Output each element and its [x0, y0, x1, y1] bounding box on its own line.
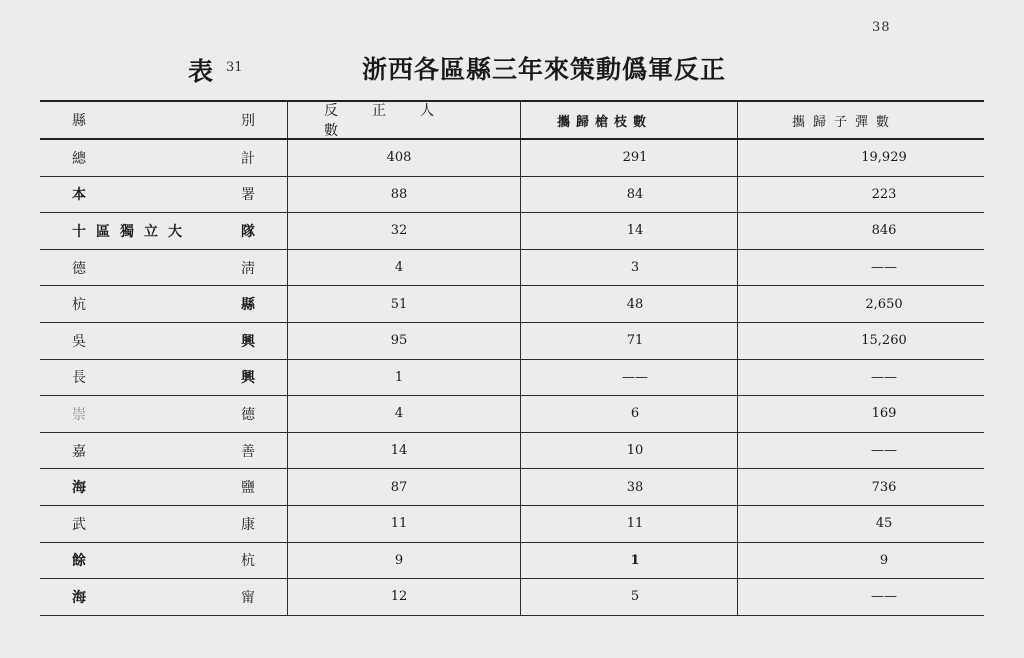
ammunition-cell: —— [871, 443, 897, 459]
persons-cell: 11 [288, 506, 521, 542]
county-cell [40, 177, 288, 213]
county-name-right: 署 [241, 187, 255, 204]
table-row [40, 140, 984, 177]
ammunition-cell: 19,929 [861, 150, 907, 166]
table-row [40, 250, 984, 287]
table-row [40, 177, 984, 214]
table-row [40, 543, 984, 580]
page-number: 38 [872, 20, 891, 35]
county-name-right: 計 [241, 150, 255, 167]
persons-cell: 408 [288, 140, 521, 176]
ammunition-cell: 9 [879, 552, 889, 568]
rifles-cell: 38 [521, 469, 738, 505]
ammunition-cell: 45 [875, 516, 893, 532]
county-name-left: 杭 [72, 297, 86, 314]
ammunition-cell: 15,260 [861, 333, 907, 349]
county-cell [40, 469, 288, 505]
county-name-right: 鹽 [241, 480, 255, 497]
ammunition-cell: 223 [871, 186, 897, 202]
rifles-cell: 1 [521, 543, 738, 579]
rifles-cell: 291 [521, 140, 738, 176]
table-number: 31 [226, 60, 243, 75]
county-name-left: 十區獨立大 [72, 223, 192, 240]
county-cell [40, 543, 288, 579]
rifles-cell: 14 [521, 213, 738, 249]
rifles-cell: 11 [521, 506, 738, 542]
ammunition-cell: 169 [871, 406, 897, 422]
table-row [40, 506, 984, 543]
ammunition-cell: —— [871, 369, 897, 385]
persons-cell: 4 [288, 396, 521, 432]
county-name-right: 甯 [241, 589, 255, 606]
data-table [40, 100, 984, 616]
ammunition-cell: 846 [871, 223, 897, 239]
rifles-cell: 10 [521, 433, 738, 469]
county-cell [40, 250, 288, 286]
header-ammunition: 攜歸子彈數 [792, 114, 898, 130]
county-name-left: 本 [72, 187, 86, 204]
rifles-cell: 84 [521, 177, 738, 213]
county-name-left: 崇 [72, 406, 86, 423]
persons-cell: 87 [288, 469, 521, 505]
county-cell [40, 323, 288, 359]
county-name-left: 海 [72, 589, 86, 606]
table-row [40, 360, 984, 397]
county-name-left: 嘉 [72, 443, 86, 460]
county-cell [40, 286, 288, 322]
rifles-cell: —— [521, 360, 738, 396]
persons-cell: 4 [288, 250, 521, 286]
persons-cell: 14 [288, 433, 521, 469]
header-county-left: 縣 [72, 113, 86, 129]
table-title: 浙西各區縣三年來策動僞軍反正 [362, 55, 727, 84]
rifles-cell: 48 [521, 286, 738, 322]
ammunition-cell: —— [871, 260, 897, 276]
table-row [40, 323, 984, 360]
ammunition-cell: 736 [871, 479, 897, 495]
county-name-right: 康 [241, 516, 255, 533]
ammunition-cell: —— [871, 589, 897, 605]
county-name-right: 德 [241, 406, 255, 423]
table-label: 表 [188, 57, 216, 86]
county-name-left: 長 [72, 370, 86, 387]
county-name-left: 吳 [72, 333, 86, 350]
county-cell [40, 140, 288, 176]
county-name-right: 杭 [241, 553, 255, 570]
county-cell [40, 213, 288, 249]
header-persons: 反正人數 [288, 102, 521, 138]
persons-cell: 88 [288, 177, 521, 213]
persons-cell: 12 [288, 579, 521, 615]
county-cell [40, 579, 288, 615]
county-name-right: 興 [241, 370, 255, 387]
rifles-cell: 71 [521, 323, 738, 359]
ammunition-cell: 2,650 [865, 296, 903, 312]
persons-cell: 95 [288, 323, 521, 359]
county-name-left: 餘 [72, 553, 86, 570]
header-rifles: 攜歸槍枝數 [521, 102, 738, 138]
rifles-cell: 5 [521, 579, 738, 615]
county-name-right: 縣 [241, 297, 255, 314]
table-row [40, 396, 984, 433]
county-name-right: 善 [241, 443, 255, 460]
persons-cell: 32 [288, 213, 521, 249]
header-county-right: 別 [241, 113, 255, 129]
county-name-left: 海 [72, 480, 86, 497]
table-row [40, 469, 984, 506]
persons-cell: 9 [288, 543, 521, 579]
rifles-cell: 6 [521, 396, 738, 432]
county-cell [40, 396, 288, 432]
county-cell [40, 506, 288, 542]
county-cell [40, 433, 288, 469]
persons-cell: 51 [288, 286, 521, 322]
rifles-cell: 3 [521, 250, 738, 286]
table-row [40, 213, 984, 250]
county-name-right: 淸 [241, 260, 255, 277]
county-cell [40, 360, 288, 396]
county-name-right: 興 [241, 333, 255, 350]
table-row [40, 286, 984, 323]
county-name-left: 總 [72, 150, 86, 167]
table-header-row [40, 102, 984, 140]
county-name-left: 武 [72, 516, 86, 533]
county-name-left: 德 [72, 260, 86, 277]
county-name-right: 隊 [241, 223, 255, 240]
header-county [40, 102, 288, 138]
table-row [40, 433, 984, 470]
table-row [40, 579, 984, 616]
persons-cell: 1 [288, 360, 521, 396]
